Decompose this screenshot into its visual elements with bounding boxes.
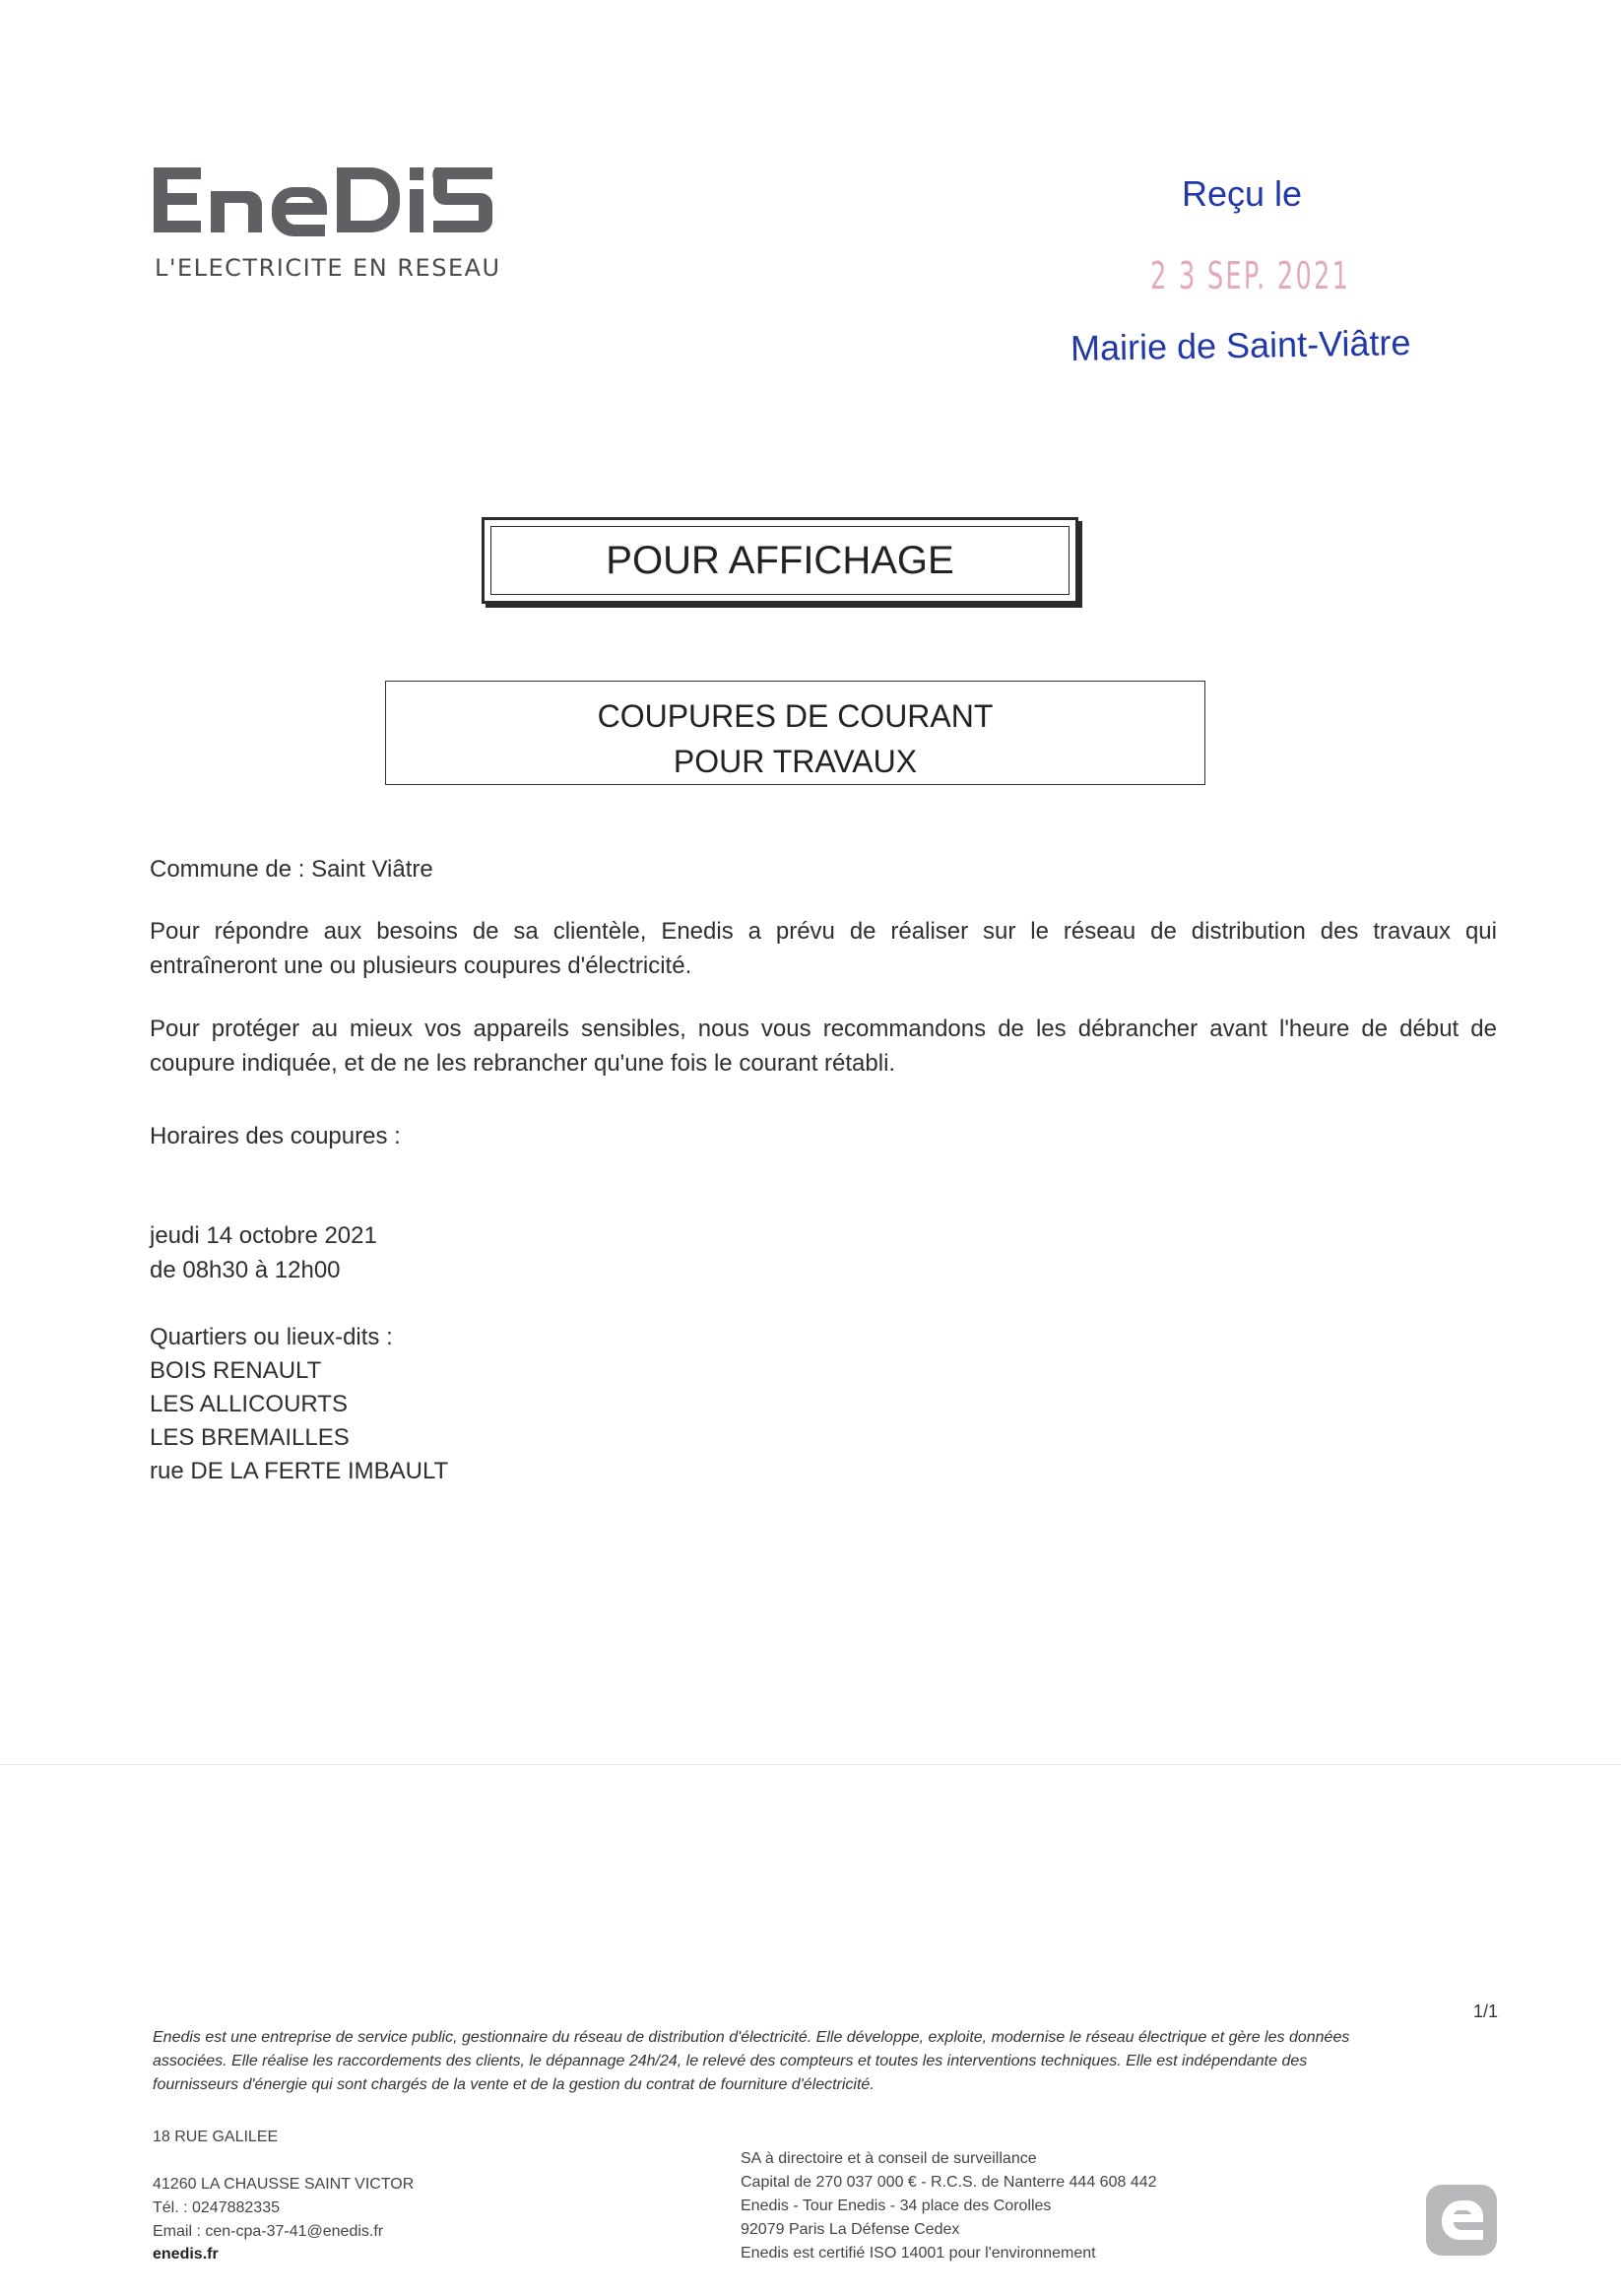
coupures-box	[385, 681, 1205, 785]
legal-line: Enedis - Tour Enedis - 34 place des Corolles	[741, 2198, 1052, 2214]
affichage-box	[482, 517, 1078, 604]
coupures-title-line2: POUR TRAVAUX	[673, 744, 918, 779]
enedis-footer-icon	[1424, 2183, 1499, 2258]
paragraph-2-line-2: coupure indiquée, et de ne les rebrancher qu'une fois le courant rétabli.	[150, 1050, 896, 1077]
commune-line: Commune de : Saint Viâtre	[150, 856, 433, 883]
coupures-title-line1: COUPURES DE COURANT	[597, 698, 994, 734]
quartiers-label: Quartiers ou lieux-dits :	[150, 1324, 393, 1350]
paragraph-1-line-2: entraîneront une ou plusieurs coupures d'électricité.	[150, 952, 692, 979]
quartier-item: rue DE LA FERTE IMBAULT	[150, 1458, 449, 1484]
logo-tagline: L'ELECTRICITE EN RESEAU	[155, 254, 501, 282]
legal-info	[741, 2147, 1157, 2265]
legal-line: 92079 Paris La Défense Cedex	[741, 2221, 960, 2238]
horaires-label: Horaires des coupures :	[150, 1123, 401, 1149]
enedis-logo-mark	[150, 158, 504, 244]
legal-line: SA à directoire et à conseil de surveillance	[741, 2150, 1037, 2167]
legal-line: Capital de 270 037 000 € - R.C.S. de Nanterre 444 608 442	[741, 2174, 1157, 2191]
address-city: 41260 LA CHAUSSE SAINT VICTOR	[153, 2176, 415, 2193]
outage-date: jeudi 14 octobre 2021	[150, 1222, 377, 1249]
footer-description	[153, 2026, 1462, 2097]
footer-description-line: Enedis est une entreprise de service public, gestionnaire du réseau de distribution d'électricité. Elle développe, exploite, modernise le réseau électrique et gère les données	[153, 2029, 1350, 2046]
email: Email : cen-cpa-37-41@enedis.fr	[153, 2223, 384, 2240]
footer-description-line: fournisseurs d'énergie qui sont chargés de la vente et de la gestion du contrat de fourniture d'électricité.	[153, 2076, 875, 2093]
stamp-received-label: Reçu le	[1182, 173, 1303, 214]
website-link[interactable]: enedis.fr	[153, 2246, 219, 2263]
enedis-logo	[150, 158, 504, 260]
stamp-date: 2 3 SEP. 2021	[1150, 254, 1351, 297]
paragraph-1-line-1: Pour répondre aux besoins de sa clientèle, Enedis a prévu de réaliser sur le réseau de distribution des travaux qui	[150, 918, 1497, 945]
affichage-title: POUR AFFICHAGE	[606, 538, 954, 582]
paragraph-2-line-1: Pour protéger au mieux vos appareils sensibles, nous vous recommandons de les débrancher avant l'heure de début de	[150, 1016, 1497, 1042]
quartier-item: LES BREMAILLES	[150, 1424, 350, 1451]
footer-separator	[0, 1764, 1621, 1765]
footer-description-line: associées. Elle réalise les raccordements des clients, le dépannage 24h/24, le relevé des compteurs et toutes les interventions techniques. Elle est indépendante des	[153, 2053, 1308, 2069]
page-number: 1/1	[1473, 2001, 1499, 2021]
outage-time: de 08h30 à 12h00	[150, 1257, 341, 1283]
quartier-item: LES ALLICOURTS	[150, 1391, 348, 1417]
legal-line: Enedis est certifié ISO 14001 pour l'environnement	[741, 2245, 1096, 2262]
phone: Tél. : 0247882335	[153, 2199, 280, 2216]
quartier-item: BOIS RENAULT	[150, 1357, 322, 1384]
address-street: 18 RUE GALILEE	[153, 2129, 279, 2145]
stamp-mairie: Mairie de Saint-Viâtre	[1070, 321, 1411, 369]
